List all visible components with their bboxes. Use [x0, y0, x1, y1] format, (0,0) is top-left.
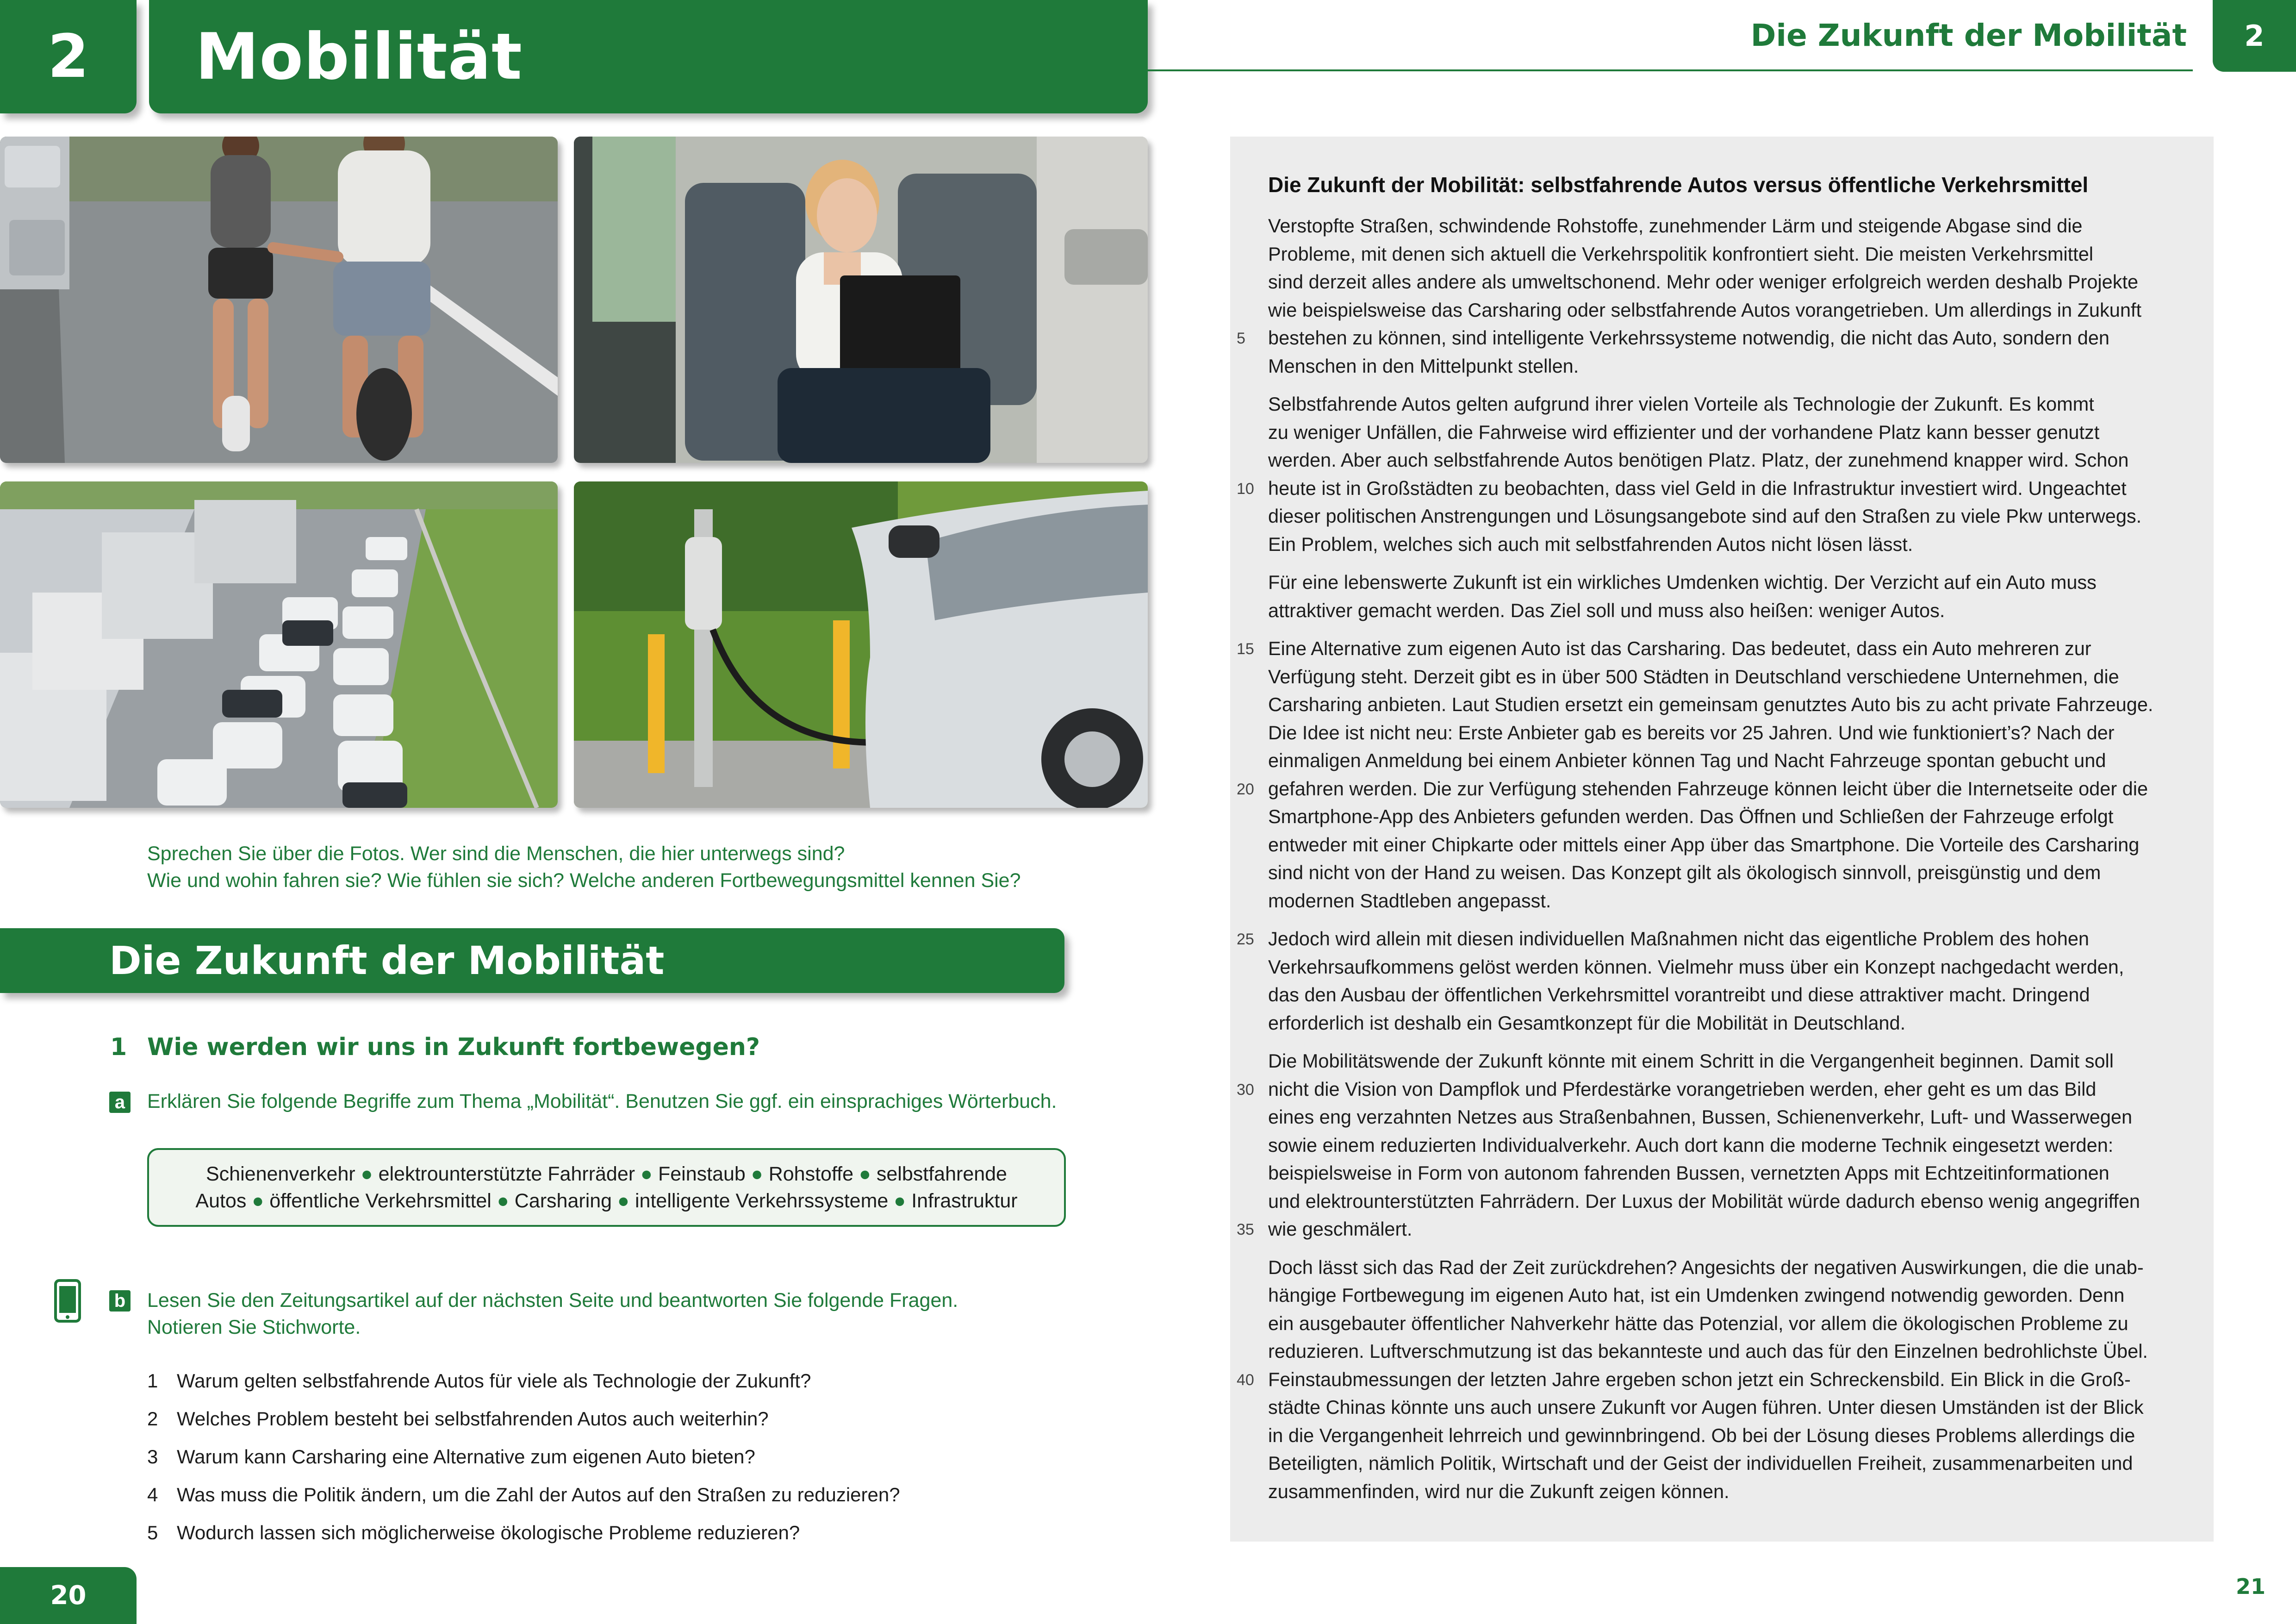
article-line: dieser politischen Anstrengungen und Lösungsangebote sind auf den Straßen zu viele Pkw unterwegs.: [1268, 505, 2142, 527]
vocabulary-line-2: Autos ● öffentliche Verkehrsmittel ● Carsharing ● intelligente Verkehrssysteme ● Infrastruktur: [195, 1190, 1018, 1212]
task-title: Wie werden wir uns in Zukunft fortbewegen?: [147, 1033, 760, 1061]
article-line: sind nicht von der Hand zu weisen. Das Konzept gilt als ökologisch sinnvoll, preisgünstig und dem: [1268, 862, 2101, 883]
article-paragraph: [1268, 212, 2194, 380]
article-line: wie beispielsweise das Carsharing oder selbstfahrende Autos vorangetrieben. Um allerdings in Zukunft: [1268, 299, 2141, 321]
article-line: sind derzeit alles andere als umweltschonend. Mehr oder weniger erfolgreich werden deshalb Projekte: [1268, 271, 2139, 293]
line-number: 5: [1237, 330, 1245, 347]
article-line: modernen Stadtleben angepasst.: [1268, 889, 1551, 912]
task-a-badge: a: [109, 1092, 131, 1113]
article-line: hängige Fortbewegung im eigenen Auto hat, ist ein Umdenken zwingend notwendig geworden. Denn: [1268, 1284, 2125, 1306]
article-line: zu weniger Unfällen, die Fahrweise wird effizienter und der vorhandene Platz kann besser genutzt: [1268, 421, 2100, 443]
article-line: Probleme, mit denen sich aktuell die Verkehrspolitik konfrontiert sieht. Die meisten Verkehrsmittel: [1268, 243, 2094, 265]
photo-electric-car-charging: [574, 481, 1148, 808]
article-line: Verfügung steht. Derzeit gibt es in über 500 Städten in Deutschland verschiedene Unternehmen, die: [1268, 665, 2119, 687]
line-number: 40: [1237, 1371, 1254, 1389]
photo-traffic-jam: [0, 481, 558, 808]
page-number-right: 21: [2235, 1574, 2265, 1599]
question-item: 1 Warum gelten selbstfahrende Autos für viele als Technologie der Zukunft?: [147, 1370, 811, 1392]
vocabulary-box: [147, 1148, 1066, 1227]
article-line: eines eng verzahnten Netzes aus Straßenbahnen, Bussen, Schienenverkehr, Luft- und Wasserwegen: [1268, 1106, 2133, 1128]
article-line: bestehen zu können, sind intelligente Verkehrssysteme notwendig, die nicht das Auto, sondern den: [1268, 327, 2109, 349]
chapter-title-banner: [149, 0, 1148, 113]
article-line: werden. Aber auch selbstfahrende Autos benötigen Platz. Platz, der zunehmend knapper wird. Schon: [1268, 449, 2129, 471]
article-line: und elektrounterstützten Fahrrädern. Der Luxus der Mobilität würde dadurch ebenso wenig angegriffen: [1268, 1190, 2140, 1212]
article-line: wie geschmälert.: [1268, 1218, 1412, 1240]
running-chapter-badge: [2213, 0, 2296, 72]
article-line: sowie einem reduzierten Individualverkehr. Auch dort kann die moderne Technik eingesetzt werden:: [1268, 1134, 2114, 1156]
photo-discussion-prompt: Sprechen Sie über die Fotos. Wer sind die Menschen, die hier unterwegs sind? Wie und wohin fahren sie? Wie fühlen sie sich? Welche anderen Fortbewegungsmittel kennen Sie?: [147, 843, 1021, 892]
article-line: Verstopfte Straßen, schwindende Rohstoffe, zunehmender Lärm und steigende Abgase sind die: [1268, 215, 2083, 237]
line-number: 35: [1237, 1221, 1254, 1238]
article-line: attraktiver gemacht werden. Das Ziel soll und muss also heißen: weniger Autos.: [1268, 599, 1945, 621]
article-paragraph: [1268, 1047, 2194, 1243]
article-line: Eine Alternative zum eigenen Auto ist das Carsharing. Das bedeutet, dass ein Auto mehreren zur: [1268, 637, 2091, 659]
running-title: Die Zukunft der Mobilität: [1750, 18, 2187, 53]
photo-unicycle-riders: [0, 137, 558, 463]
smartphone-icon: [54, 1279, 81, 1323]
article-title: Die Zukunft der Mobilität: selbstfahrende Autos versus öffentliche Verkehrsmittel: [1268, 173, 2089, 197]
article-line: Die Mobilitätswende der Zukunft könnte mit einem Schritt in die Vergangenheit beginnen. Damit soll: [1268, 1050, 2114, 1072]
article-line: zusammenfinden, wird nur die Zukunft zeigen können.: [1268, 1480, 1730, 1502]
article-line: einmaligen Anmeldung bei einem Anbieter können Tag und Nacht Fahrzeuge spontan gebucht und: [1268, 750, 2106, 771]
chapter-title: Mobilität: [195, 19, 523, 94]
task-number: 1: [110, 1033, 127, 1061]
task-b-instruction: Lesen Sie den Zeitungsartikel auf der nächsten Seite und beantworten Sie folgende Fragen. Notieren Sie Stichworte.: [147, 1289, 958, 1338]
article-paragraph: [1268, 568, 2194, 625]
article-line: Beteiligten, nämlich Politik, Wirtschaft und der Geist der individuellen Freiheit, zusammenarbeiten und: [1268, 1452, 2133, 1474]
article-line: beispielsweise in Form von autonom fahrenden Bussen, vernetzten Apps mit Echtzeitinformationen: [1268, 1162, 2109, 1184]
article-line: gefahren werden. Die zur Verfügung stehenden Fahrzeuge können leicht über die Internetseite oder die: [1268, 777, 2148, 800]
article-line: reduzieren. Luftverschmutzung ist das bekannteste und auch das für den Einzelnen bedrohlichste Übel.: [1268, 1340, 2148, 1362]
article-line: Menschen in den Mittelpunkt stellen.: [1268, 355, 1579, 377]
article-line: Feinstaubmessungen der letzten Jahre ergeben schon jetzt ein Schreckensbild. Ein Blick in die Groß-: [1268, 1368, 2131, 1390]
photo-woman-in-train: [574, 137, 1148, 463]
question-item: 2 Welches Problem besteht bei selbstfahrenden Autos auch weiterhin?: [147, 1408, 769, 1430]
vocabulary-line-1: Schienenverkehr ● elektrounterstützte Fahrräder ● Feinstaub ● Rohstoffe ● selbstfahrende: [206, 1163, 1007, 1185]
article-paragraph: [1268, 390, 2194, 558]
article-line: Verkehrsaufkommens gelöst werden können. Vielmehr muss über ein Konzept nachgedacht werden,: [1268, 956, 2124, 978]
task-b-badge: b: [109, 1290, 131, 1312]
article-line: entweder mit einer Chipkarte oder mittels einer App über das Smartphone. Die Vorteile des Carsharing: [1268, 833, 2140, 856]
article-paragraph: [1268, 925, 2194, 1037]
article-line: städte Chinas könnte uns auch unsere Zukunft vor Augen führen. Unter diesen Umständen ist der Blick: [1268, 1396, 2144, 1418]
running-chapter-number: 2: [2244, 19, 2265, 53]
line-number: 15: [1237, 640, 1254, 658]
article-line: Jedoch wird allein mit diesen individuellen Maßnahmen nicht das eigentliche Problem des hohen: [1268, 928, 2090, 949]
header-rule: [1148, 69, 2193, 71]
article-line: Doch lässt sich das Rad der Zeit zurückdrehen? Angesichts der negativen Auswirkungen, die die unab-: [1268, 1256, 2144, 1278]
section-title: Die Zukunft der Mobilität: [109, 938, 665, 983]
page-number-left-badge: [0, 1567, 137, 1624]
task-a-instruction: Erklären Sie folgende Begriffe zum Thema „Mobilität“. Benutzen Sie ggf. ein einsprachiges Wörterbuch.: [147, 1090, 1057, 1112]
line-number: 25: [1237, 931, 1254, 948]
article-line: Smartphone-App des Anbieters gefunden werden. Das Öffnen und Schließen der Fahrzeuge erfolgt: [1268, 806, 2114, 827]
article-line: ein ausgebauter öffentlicher Nahverkehr hätte das Potenzial, vor allem die ökologischen Probleme zu: [1268, 1312, 2128, 1334]
article-line: nicht die Vision von Dampflok und Pferdestärke vorangetrieben werden, eher geht es um das Bild: [1268, 1078, 2097, 1100]
article-body: [1268, 212, 2194, 1516]
article-line: in die Vergangenheit lehrreich und gewinnbringend. Ob bei der Lösung dieses Problems allerdings die: [1268, 1424, 2135, 1446]
question-item: 5 Wodurch lassen sich möglicherweise ökologische Probleme reduzieren?: [147, 1522, 800, 1543]
article-line: das den Ausbau der öffentlichen Verkehrsmittel vorantreibt und diese attraktiver macht. Dringend: [1268, 984, 2090, 1006]
chapter-number: 2: [47, 22, 89, 91]
article-paragraph: [1268, 1254, 2194, 1506]
article-line: heute ist in Großstädten zu beobachten, dass viel Geld in die Infrastruktur investiert wird. Ungeachtet: [1268, 477, 2127, 499]
article-line: Ein Problem, welches sich auch mit selbstfahrenden Autos nicht lösen lässt.: [1268, 533, 1913, 555]
line-number: 20: [1237, 780, 1254, 798]
article-line: Für eine lebenswerte Zukunft ist ein wirkliches Umdenken wichtig. Der Verzicht auf ein Auto muss: [1268, 571, 2097, 593]
article-line: Selbstfahrende Autos gelten aufgrund ihrer vielen Vorteile als Technologie der Zukunft. Es kommt: [1268, 393, 2094, 415]
section-title-banner: [0, 928, 1064, 993]
line-number: 30: [1237, 1081, 1254, 1099]
question-item: 4 Was muss die Politik ändern, um die Zahl der Autos auf den Straßen zu reduzieren?: [147, 1484, 900, 1505]
line-number: 10: [1237, 480, 1254, 498]
chapter-number-badge: [0, 0, 137, 113]
page-number-left: 20: [50, 1580, 87, 1611]
question-item: 3 Warum kann Carsharing eine Alternative zum eigenen Auto bieten?: [147, 1446, 755, 1468]
article-line: Die Idee ist nicht neu: Erste Anbieter gab es bereits vor 25 Jahren. Und wie funktioniert’s? Nach der: [1268, 721, 2115, 743]
article-line: erforderlich ist deshalb ein Gesamtkonzept für die Mobilität in Deutschland.: [1268, 1012, 1906, 1034]
article-paragraph: [1268, 635, 2194, 915]
article-line: Carsharing anbieten. Laut Studien ersetzt ein gemeinsam genutztes Auto bis zu acht private Fahrzeuge.: [1268, 693, 2153, 715]
